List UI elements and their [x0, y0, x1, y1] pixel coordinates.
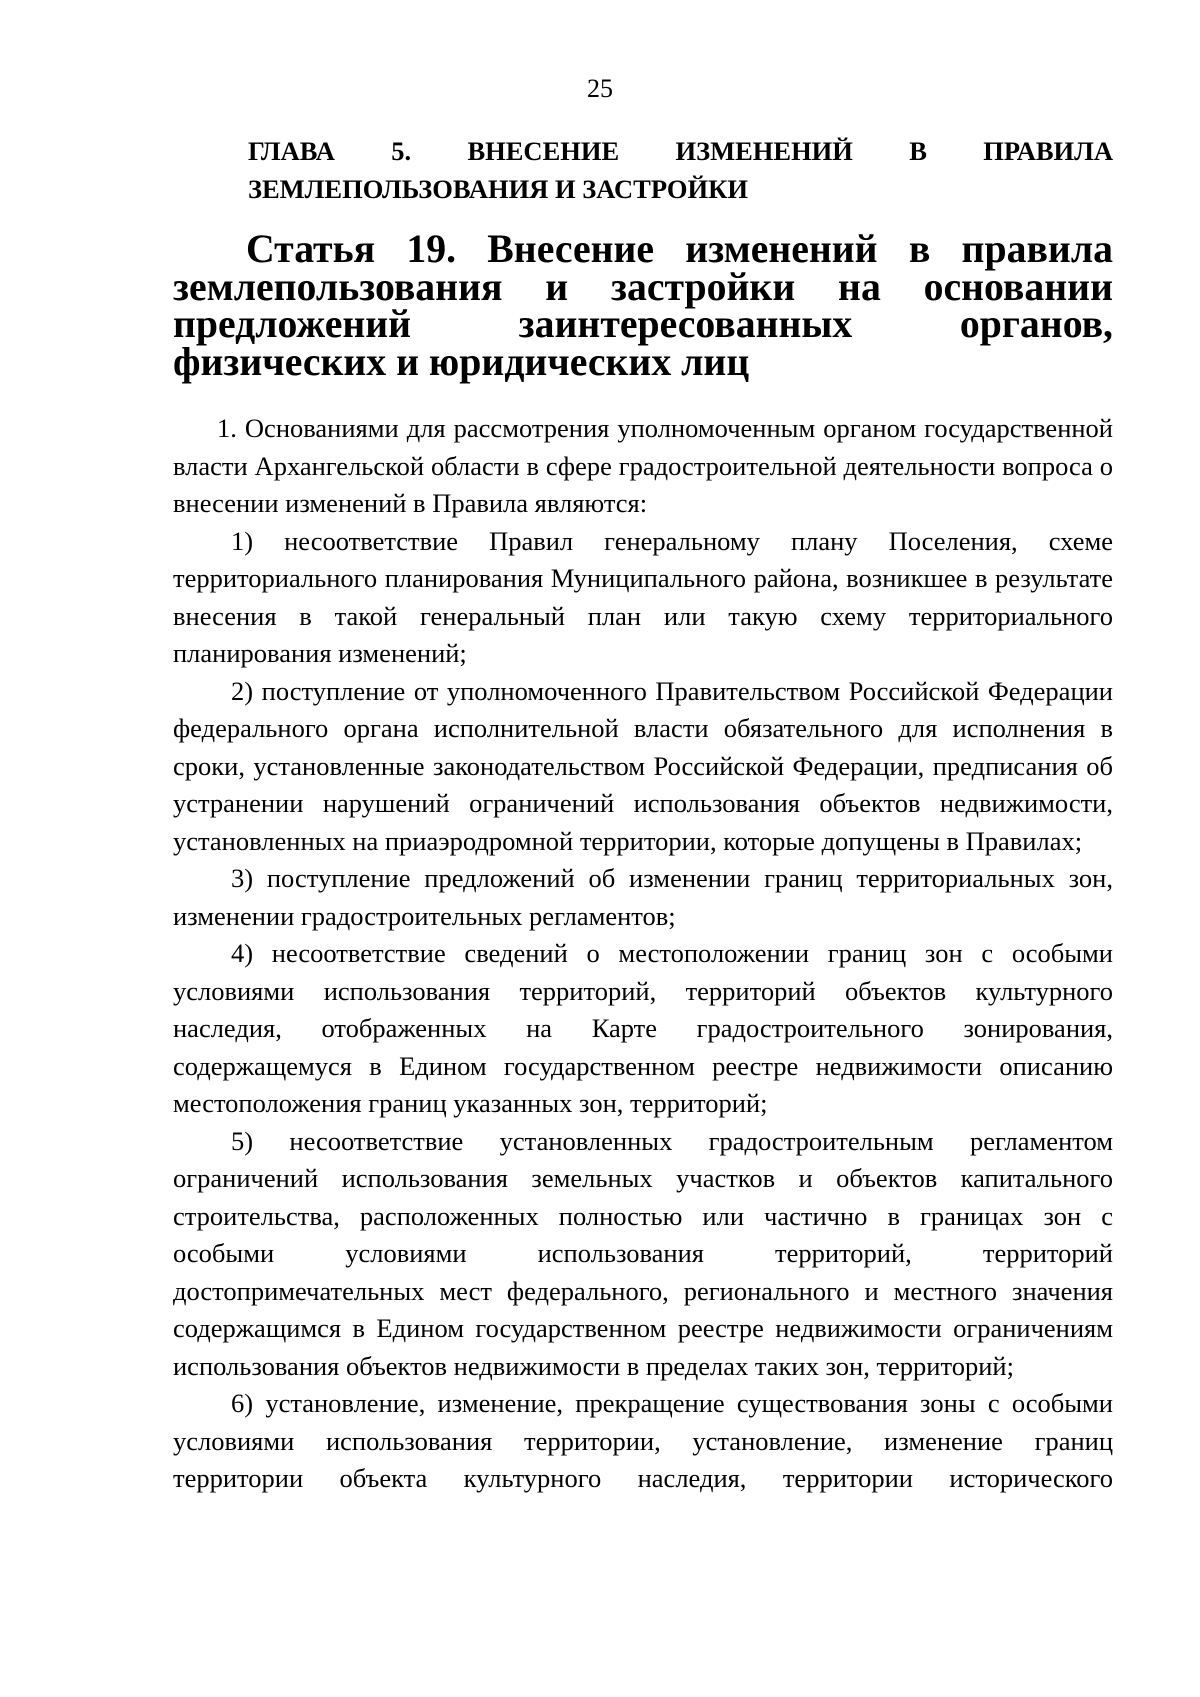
paragraph-1: 1. Основаниями для рассмотрения уполномоченным органом государственной власти Архангельской области в сфере градостроительной деятельности вопроса о внесении изменений в Правила являются:: [173, 413, 1113, 518]
chapter-title-line2: ЗЕМЛЕПОЛЬЗОВАНИЯ И ЗАСТРОЙКИ: [248, 173, 748, 204]
page-content: [173, 133, 1113, 1498]
list-item-6: 6) установление, изменение, прекращение существования зоны с особыми условиями использования территории, установление, изменение границ территории объекта культурного наследия, территории исторического: [173, 1388, 1113, 1493]
article-title: Статья 19. Внесение изменений в правила землепользования и застройки на основании предложений заинтересованных органов, физических и юридических лиц: [173, 227, 1113, 384]
chapter-title: [173, 133, 1113, 208]
list-item-2: 2) поступление от уполномоченного Правительством Российской Федерации федерального органа исполнительной власти обязательного для исполнения в сроки, установленные законодательством Российской Федерации, предписания об устранении нарушений ограничений использования объектов недвижимости, установленных на приаэродромной территории, которые допущены в Правилах;: [173, 675, 1113, 856]
list-item-4: 4) несоответствие сведений о местоположении границ зон с особыми условиями использования территорий, территорий объектов культурного наследия, отображенных на Карте градостроительного зонирования, содержащемуся в Едином государственном реестре недвижимости описанию местоположения границ указанных зон, территорий;: [173, 938, 1113, 1118]
page-number: 25: [587, 74, 613, 103]
list-item-1: 1) несоответствие Правил генеральному плану Поселения, схеме территориального планирования Муниципального района, возникшее в результате внесения в такой генеральный план или такую схему территориального планирования изменений;: [173, 525, 1113, 668]
list-item-5: 5) несоответствие установленных градостроительным регламентом ограничений использования земельных участков и объектов капитального строительства, расположенных полностью или частично в границах зон с особыми условиями использования территорий, территорий достопримечательных мест федерального, регионального и местного значения содержащимся в Едином государственном реестре недвижимости ограничениям использования объектов недвижимости в пределах таких зон, территорий;: [173, 1125, 1113, 1381]
chapter-title-line1: ГЛАВА 5. ВНЕСЕНИЕ ИЗМЕНЕНИЙ В ПРАВИЛА: [248, 136, 1113, 166]
list-item-3: 3) поступление предложений об изменении границ территориальных зон, изменении градостроительных регламентов;: [173, 863, 1113, 931]
